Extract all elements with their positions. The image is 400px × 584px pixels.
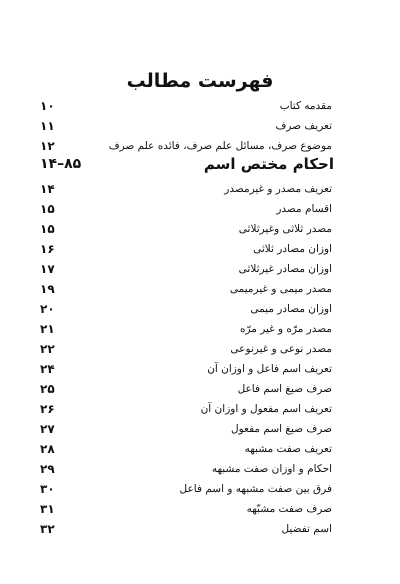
toc-entry-title: احکام مختص اسم [203,155,334,173]
toc-page-number: ۱۰ [40,99,55,113]
toc-page-number: ۲۰ [40,302,55,316]
toc-page-number: ۲۸ [40,442,55,456]
toc-row[interactable] [0,519,400,539]
toc-page-number: ۲۱ [40,322,55,336]
toc-entry-title: صرف صفت مشبّهه [246,503,332,515]
toc-row[interactable] [0,199,400,219]
toc-row[interactable] [0,439,400,459]
toc-page-number: ۳۱ [40,502,55,516]
toc-row[interactable] [0,136,400,156]
toc-page-number: ۳۰ [40,482,55,496]
toc-row[interactable] [0,279,400,299]
toc-entry-title: اوزان مصادر غیرثلاثی [238,263,332,275]
toc-page-number: ۳۲ [40,522,55,536]
toc-entry-title: اسم تفضیل [281,523,332,535]
toc-entry-title: اوزان مصادر میمی [250,303,332,315]
toc-page-number: ۱۵ [40,222,55,236]
toc-page-number: ۲۷ [40,422,55,436]
toc-entry-title: تعریف صفت مشبهه [244,443,332,455]
toc-entry-title: تعریف صرف [275,120,332,132]
toc-entry-title: مصدر میمی و غیرمیمی [229,283,332,295]
toc-entry-title: مقدمه کتاب [279,100,332,112]
toc-entry-title: تعریف اسم مفعول و اوزان آن [200,403,332,415]
toc-row[interactable] [0,259,400,279]
toc-page-number: ۱۲ [40,139,55,153]
toc-row[interactable] [0,459,400,479]
toc-entry-title: فرق بین صفت مشبهه و اسم فاعل [179,483,332,495]
toc-entry-title: احکام و اوزان صفت مشبهه [211,463,332,475]
toc-page-number: ۲۵ [40,382,55,396]
toc-section-row[interactable] [0,154,400,174]
toc-page-number: ۱۴–۸۵ [40,156,82,172]
toc-row[interactable] [0,359,400,379]
toc-entry-title: صرف صیغ اسم فاعل [237,383,332,395]
toc-entry-title: تعریف اسم فاعل و اوزان آن [207,363,332,375]
toc-entry-title: تعریف مصدر و غیرمصدر [224,183,332,195]
page-title: فهرست مطالب [126,70,274,92]
toc-entry-title: اقسام مصدر [276,203,332,215]
toc-page-number: ۲۶ [40,402,55,416]
toc-row[interactable] [0,499,400,519]
toc-entry-title: اوزان مصادر ثلاثی [253,243,332,255]
toc-entry-title: صرف صیغ اسم مفعول [230,423,332,435]
toc-row[interactable] [0,399,400,419]
toc-page-number: ۱۱ [40,119,55,133]
toc-row[interactable] [0,219,400,239]
toc-page-number: ۲۴ [40,362,55,376]
toc-row[interactable] [0,339,400,359]
toc-row[interactable] [0,116,400,136]
toc-page-number: ۲۹ [40,462,55,476]
toc-page-number: ۱۶ [40,242,55,256]
toc-row[interactable] [0,419,400,439]
toc-entry-title: موضوع صرف، مسائل علم صرف، فائده علم صرف [108,140,332,152]
toc-row[interactable] [0,479,400,499]
toc-page-number: ۲۲ [40,342,55,356]
toc-row[interactable] [0,379,400,399]
toc-row[interactable] [0,179,400,199]
toc-entry-title: مصدر نوعی و غیرنوعی [230,343,332,355]
toc-page-number: ۱۵ [40,202,55,216]
toc-row[interactable] [0,96,400,116]
toc-row[interactable] [0,239,400,259]
toc-page-number: ۱۷ [40,262,55,276]
toc-entry-title: مصدر مرّه و غیر مرّه [239,323,332,335]
toc-page-number: ۱۴ [40,182,55,196]
toc-row[interactable] [0,299,400,319]
toc-page-number: ۱۹ [40,282,55,296]
toc-entry-title: مصدر ثلاثی وغیرثلاثی [238,223,332,235]
toc-row[interactable] [0,319,400,339]
